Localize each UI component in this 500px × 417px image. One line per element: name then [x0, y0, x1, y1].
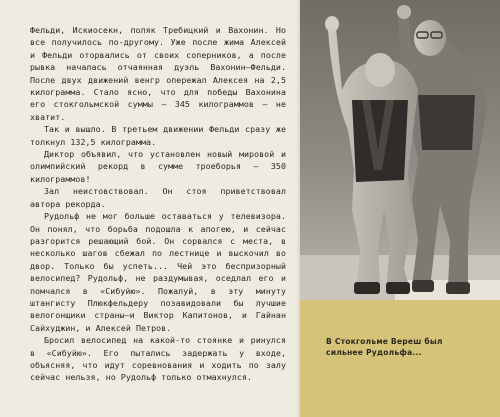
paragraph-4: Зал неистовствовал. Он стоя приветствовал автора рекорда.	[30, 186, 286, 209]
caption-box	[300, 300, 500, 417]
paragraph-1: Фельди, Искиосекн, поляк Требицкий и Вахонин. Но все получилось по-другому. Уже после жима Алексей и Фельди оторвались от своих соперников, а после рывка началась отчаянная дуэль Вахонин—Фельди. После двух движений венгр опережал Алексея на 2,5 килограмма. Стало ясно, что для победы Вахонина его стокгольмской суммы — 345 килограммов — не хватит.	[30, 25, 286, 122]
paragraph-2: Так и вышло. В третьем движении Фельди сразу же толкнул 132,5 килограмма.	[30, 124, 286, 147]
paragraph-6: Бросил велосипед на какой-то стоянке и ринулся в «Сибуйю». Его пытались задержать у входе, объясняя, что идут соревнования и ходить по залу сейчас нельзя, но Рудольф только отмахнулся.	[30, 335, 286, 383]
weightlifters-photo	[300, 0, 500, 300]
photo-caption: В Стокгольме Вереш был сильнее Рудольфа...	[326, 337, 443, 357]
paragraph-3: Диктор объявил, что установлен новый мировой и олимпийский рекорд в сумме троеборья — 350 килограммов!	[30, 149, 286, 184]
weightlifters-illustration	[300, 0, 500, 300]
photo-page	[300, 0, 500, 417]
paragraph-5: Рудольф не мог больше оставаться у телевизора. Он понял, что борьба подошла к апогею, и сейчас разгорится решающий бой. Он сорвался с места, в несколько шагов сбежал по лестнице и выскочил во двор. Только бы успеть... Чей это беспризорный велосипед? Рудольф, не раздумывая, оседлал его и помчался в «Сибуйю». Пожалуй, в эту минуту штангисту Плюкфельдеру позавидовали бы лучшие велогонщики страны—и Виктор Капитонов, и Гайнан Сайхуджин, и Алексей Петров.	[30, 211, 286, 333]
body-text	[30, 24, 286, 384]
